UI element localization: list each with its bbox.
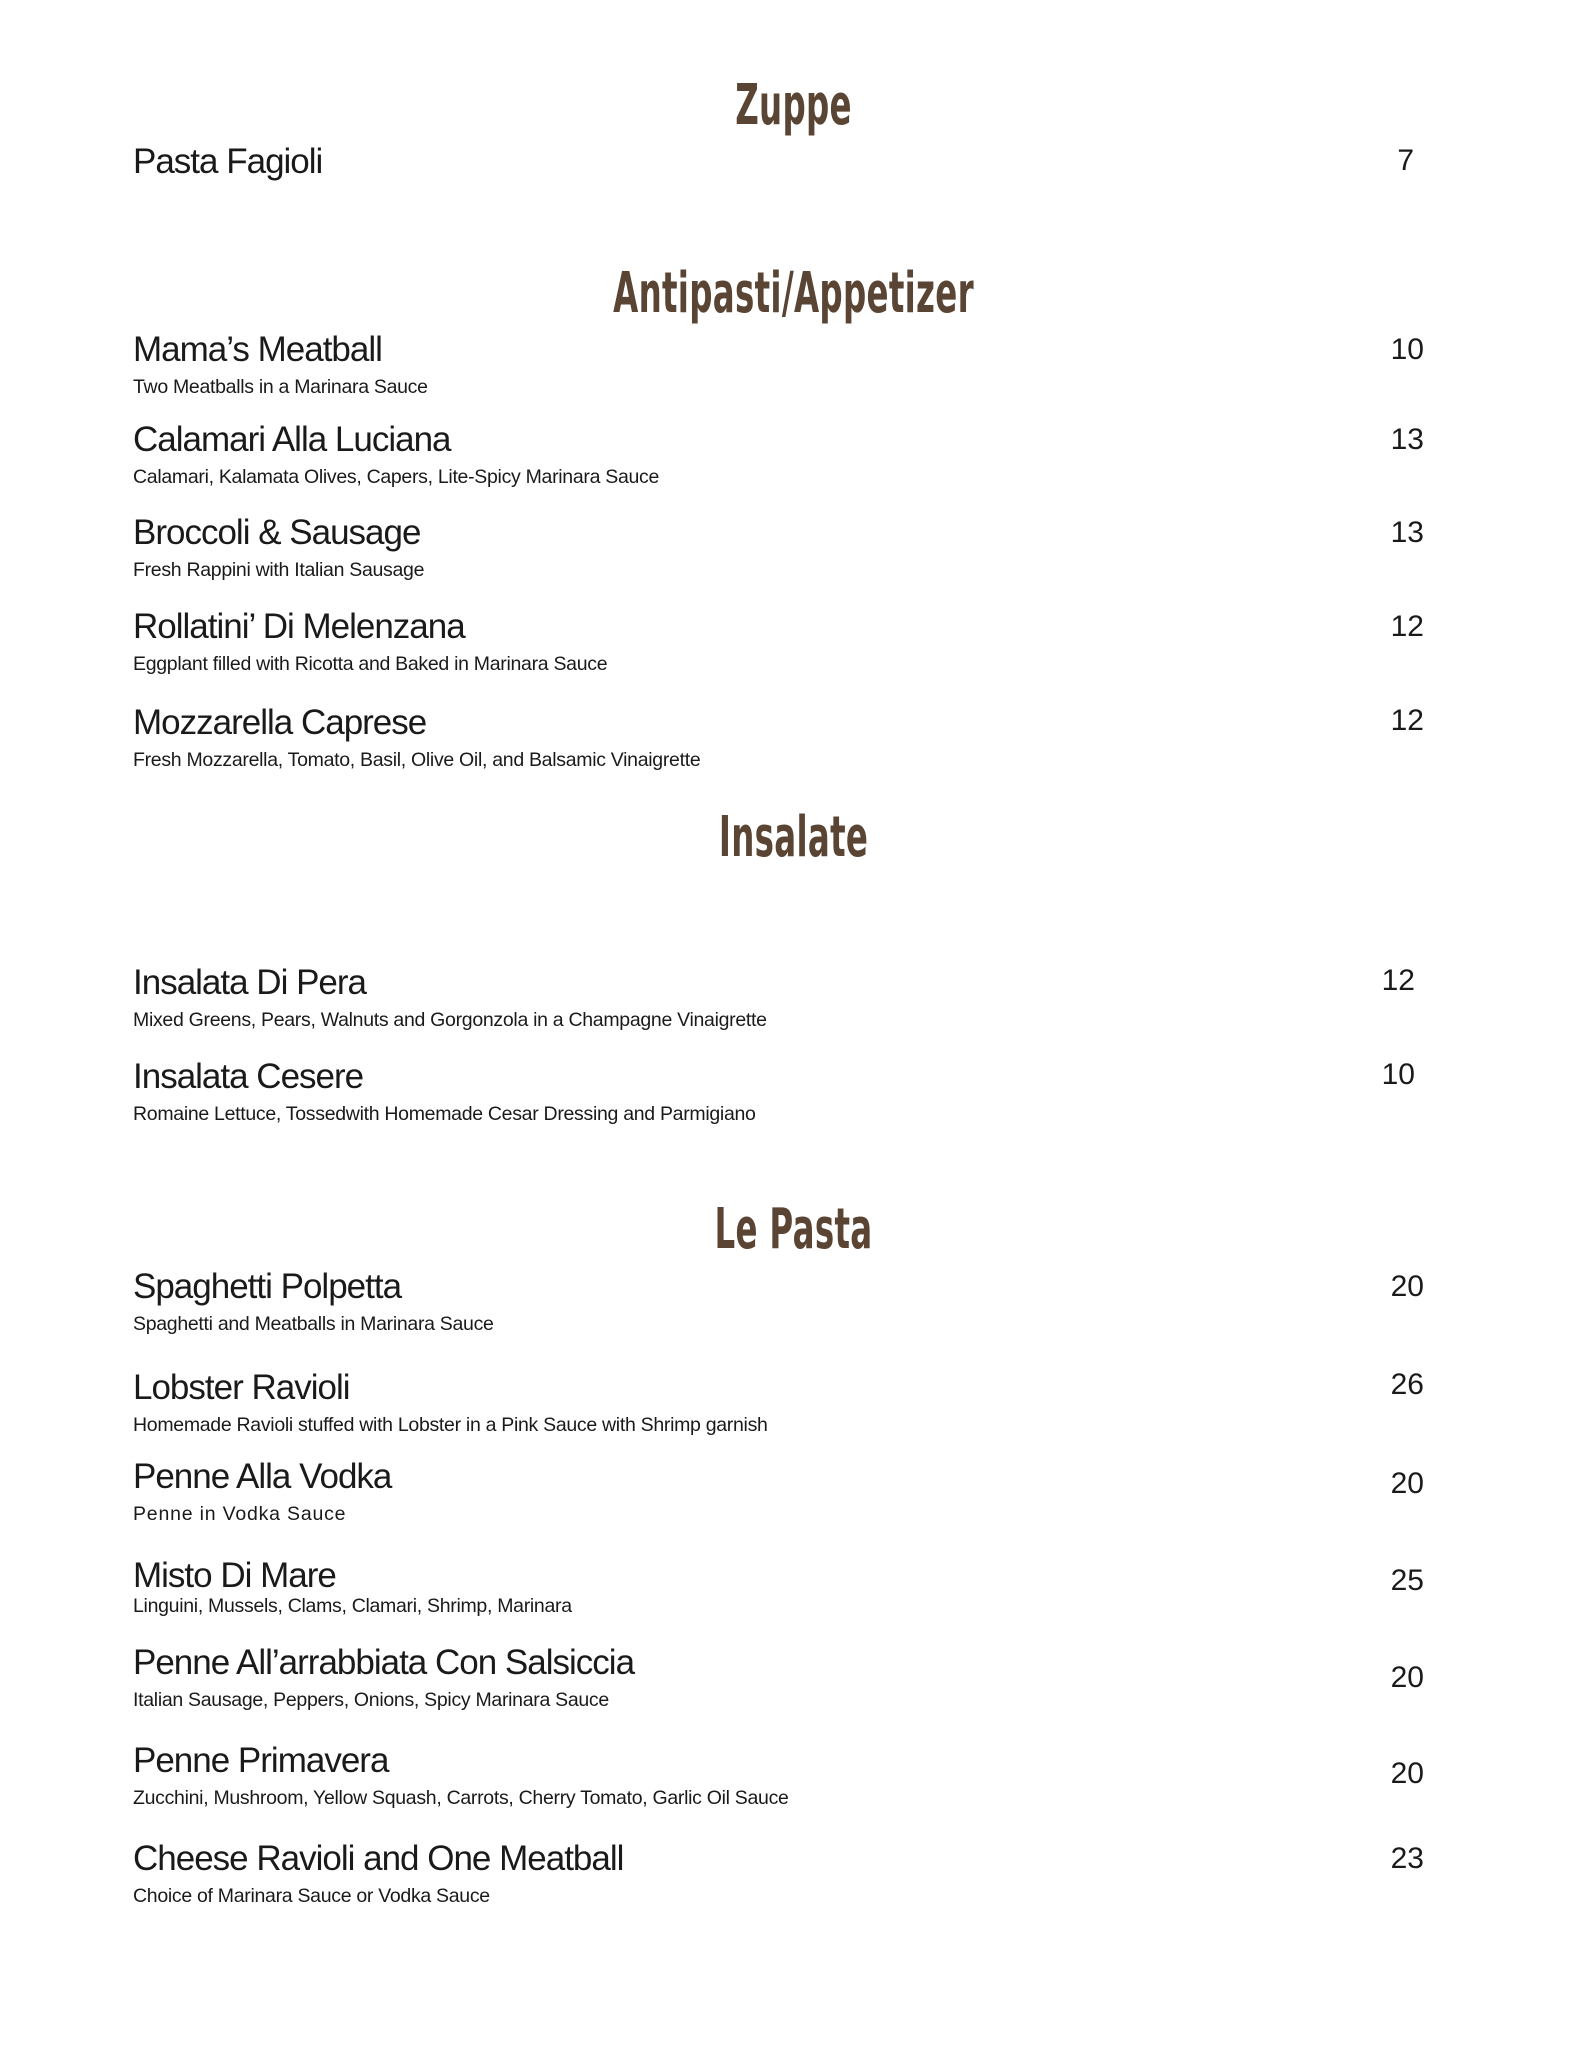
menu-item-name: Penne Primavera [133,1741,389,1780]
menu-item-price: 13 [1390,423,1424,456]
menu-item-description: Linguini, Mussels, Clams, Clamari, Shrimp, Marinara [133,1595,572,1617]
menu-item-description: Penne in Vodka Sauce [133,1503,347,1525]
menu-item-price: 26 [1390,1368,1424,1401]
menu-item-name: Insalata Di Pera [133,963,367,1002]
menu-item-name: Mozzarella Caprese [133,703,427,742]
section-heading-antipasti: Antipasti/Appetizer [613,261,974,326]
menu-item-description: Romaine Lettuce, Tossedwith Homemade Cesar Dressing and Parmigiano [133,1103,756,1125]
section-heading-pasta: Le Pasta [714,1197,873,1262]
menu-item-name: Mama’s Meatball [133,330,382,369]
menu-item-name: Calamari Alla Luciana [133,420,451,459]
menu-item-name: Penne All’arrabbiata Con Salsiccia [133,1643,635,1682]
menu-item-name: Penne Alla Vodka [133,1457,392,1496]
menu-item-price: 20 [1390,1757,1424,1790]
menu-item-price: 25 [1390,1564,1424,1597]
menu-item-name: Insalata Cesere [133,1057,364,1096]
menu-item-description: Choice of Marinara Sauce or Vodka Sauce [133,1885,490,1907]
menu-item-price: 7 [1397,144,1414,177]
menu-item-price: 13 [1390,516,1424,549]
menu-item-name: Lobster Ravioli [133,1368,350,1407]
section-heading-insalate: Insalate [718,805,869,870]
menu-item-description: Spaghetti and Meatballs in Marinara Sauce [133,1313,494,1335]
menu-item-price: 12 [1390,704,1424,737]
menu-item-name: Broccoli & Sausage [133,513,421,552]
menu-item-description: Italian Sausage, Peppers, Onions, Spicy Marinara Sauce [133,1689,609,1711]
menu-item-description: Mixed Greens, Pears, Walnuts and Gorgonzola in a Champagne Vinaigrette [133,1009,767,1031]
menu-item-description: Homemade Ravioli stuffed with Lobster in a Pink Sauce with Shrimp garnish [133,1414,768,1436]
menu-item-name: Pasta Fagioli [133,142,323,181]
menu-item-name: Cheese Ravioli and One Meatball [133,1839,624,1878]
menu-item-price: 10 [1390,333,1424,366]
menu-item-description: Fresh Mozzarella, Tomato, Basil, Olive Oil, and Balsamic Vinaigrette [133,749,701,771]
menu-item-description: Eggplant filled with Ricotta and Baked in Marinara Sauce [133,653,608,675]
menu-item-description: Two Meatballs in a Marinara Sauce [133,376,428,398]
menu-item-price: 12 [1381,964,1415,997]
menu-item-description: Fresh Rappini with Italian Sausage [133,559,425,581]
menu-item-description: Zucchini, Mushroom, Yellow Squash, Carrots, Cherry Tomato, Garlic Oil Sauce [133,1787,789,1809]
menu-item-price: 20 [1390,1467,1424,1500]
menu-item-name: Spaghetti Polpetta [133,1267,402,1306]
section-heading-zuppe: Zuppe [735,73,852,138]
menu-item-price: 23 [1390,1842,1424,1875]
menu-item-price: 20 [1390,1270,1424,1303]
menu-item-price: 20 [1390,1661,1424,1694]
menu-item-name: Misto Di Mare [133,1556,336,1595]
menu-item-price: 10 [1381,1058,1415,1091]
menu-item-price: 12 [1390,610,1424,643]
menu-item-name: Rollatini’ Di Melenzana [133,607,465,646]
menu-item-description: Calamari, Kalamata Olives, Capers, Lite-Spicy Marinara Sauce [133,466,660,488]
